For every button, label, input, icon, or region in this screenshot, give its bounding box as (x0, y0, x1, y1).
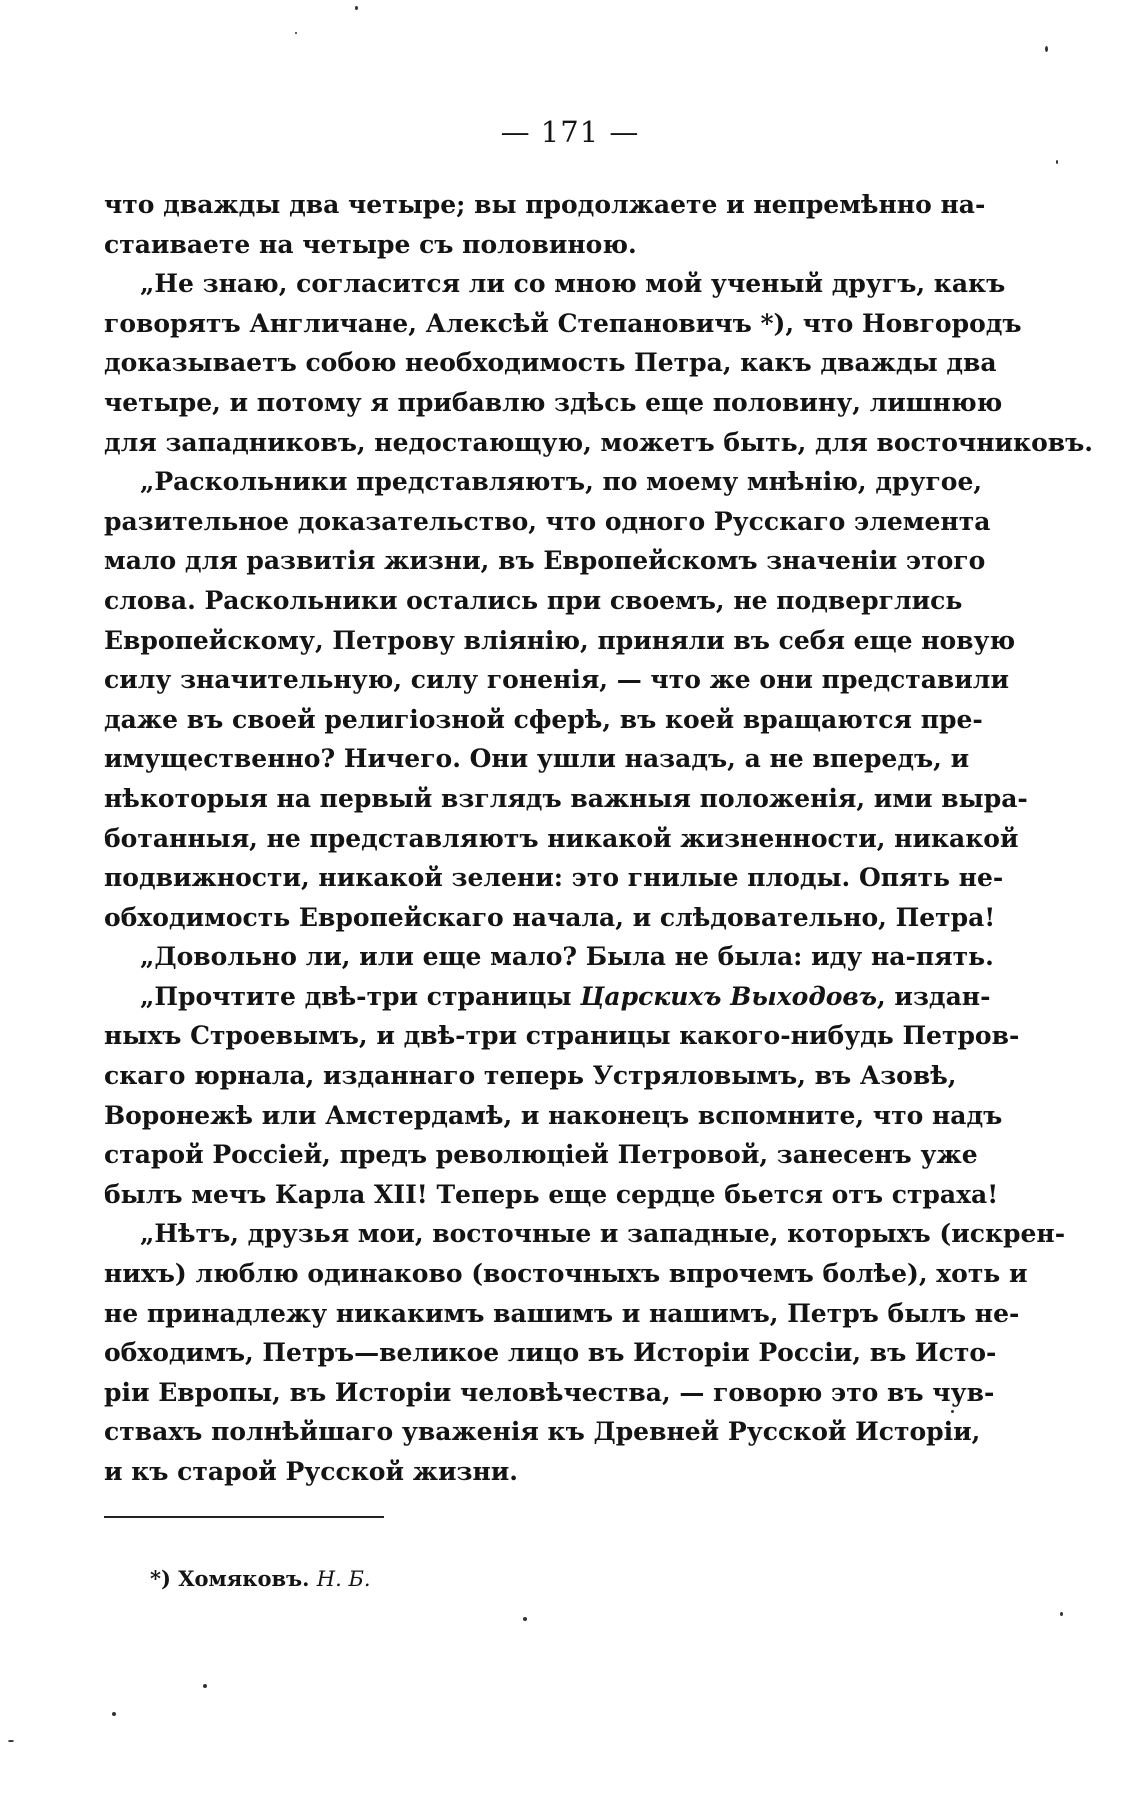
italic-title: Царскихъ Выходовъ (580, 981, 877, 1011)
scan-speck (951, 1410, 954, 1413)
scan-speck (1056, 160, 1058, 164)
footnote-marker: *) Хомяковъ. (150, 1566, 310, 1591)
text-line: говорятъ Англичане, Алексѣй Степановичъ *), что Новгородъ (104, 308, 1022, 338)
scan-speck (203, 1684, 207, 1688)
text-line: былъ мечъ Карла XII! Теперь еще сердце бьется отъ страха! (104, 1179, 999, 1209)
text-line: не принадлежу никакимъ вашимъ и нашимъ, Петръ былъ не- (104, 1298, 1020, 1328)
text-line: и къ старой Русской жизни. (104, 1457, 519, 1486)
scan-speck (112, 1712, 116, 1716)
text-line: „Не знаю, согласится ли со мною мой ученый другъ, какъ (140, 269, 1006, 299)
scan-speck (523, 1617, 527, 1621)
text-line: имущественно? Ничего. Они ушли назадъ, а не впередъ, и (104, 744, 970, 774)
text-line: ботанныя, не представляютъ никакой жизненности, никакой (104, 823, 1019, 853)
paragraph (104, 185, 986, 264)
text-line: старой Россіей, предъ революціей Петровой, занесенъ уже (104, 1140, 978, 1170)
text-line: силу значительную, силу гоненія, — что же они представили (104, 665, 1009, 695)
text-line: „Прочтите двѣ-три страницы Царскихъ Выходовъ, издан- (140, 981, 991, 1011)
text-line: что дважды два четыре; вы продолжаете и непремѣнно на- (104, 190, 986, 219)
scan-speck (1045, 46, 1048, 52)
text-line: подвижности, никакой зелени: это гнилые плоды. Опять не- (104, 863, 1004, 893)
scan-speck (1060, 1612, 1063, 1616)
text-line: ріи Европы, въ Исторіи человѣчества, — говорю это въ чув- (104, 1377, 995, 1407)
text-line: „Нѣтъ, друзья мои, восточные и западные, которыхъ (искрен- (140, 1219, 1066, 1249)
text-line: даже въ своей религіозной сферѣ, въ коей вращаются пре- (104, 704, 983, 734)
text-line: обходимость Европейскаго начала, и слѣдовательно, Петра! (104, 902, 996, 932)
body-text (104, 185, 1094, 1492)
footnote-separator (104, 1516, 384, 1518)
text-line: слова. Раскольники остались при своемъ, не подверглись (104, 585, 963, 615)
text-line: ствахъ полнѣйшаго уваженія къ Древней Русской Исторіи, (104, 1417, 981, 1447)
text-line: ныхъ Строевымъ, и двѣ-три страницы какого-нибудь Петров- (104, 1021, 1020, 1051)
text-line: Европейскому, Петрову влiянiю, приняли въ себя еще новую (104, 625, 1016, 655)
text-line: разительное доказательство, что одного Русскаго элемента (104, 506, 991, 536)
scan-speck (8, 1740, 14, 1742)
text-line: нѣкоторыя на первый взглядъ важныя положенія, ими выра- (104, 783, 1028, 813)
text-line: для западниковъ, недостающую, можетъ быть, для восточниковъ. (104, 427, 1094, 457)
text-line: Воронежѣ или Амстердамѣ, и наконецъ вспомните, что надъ (104, 1100, 1003, 1130)
paragraph (104, 264, 1094, 462)
paragraph (104, 462, 1028, 937)
paragraph (104, 977, 1020, 1215)
text-line: обходимъ, Петръ—великое лицо въ Исторіи Россіи, въ Исто- (104, 1338, 997, 1368)
scan-speck (355, 6, 358, 10)
footnote (150, 1563, 371, 1595)
page-number: — 171 — (500, 115, 640, 149)
footnote-initials: Н. Б. (316, 1567, 371, 1591)
scan-speck (295, 32, 297, 34)
text-line: скаго юрнала, изданнаго теперь Устряловымъ, въ Азовѣ, (104, 1061, 957, 1091)
text-line: „Раскольники представляютъ, по моему мнѣнію, другое, (140, 467, 983, 497)
text-line: „Довольно ли, или еще мало? Была не была: иду на-пять. (140, 942, 994, 972)
text-line: стаиваете на четыре съ половиною. (104, 229, 637, 259)
paragraph (104, 1214, 1066, 1491)
text-line: доказываетъ собою необходимость Петра, какъ дважды два (104, 348, 997, 378)
paragraph (104, 937, 994, 977)
text-line: нихъ) люблю одинаково (восточныхъ впрочемъ болѣе), хоть и (104, 1259, 1028, 1289)
text-line: четыре, и потому я прибавлю здѣсь еще половину, лишнюю (104, 387, 1003, 417)
text-line: мало для развитія жизни, въ Европейскомъ значеніи этого (104, 546, 986, 576)
